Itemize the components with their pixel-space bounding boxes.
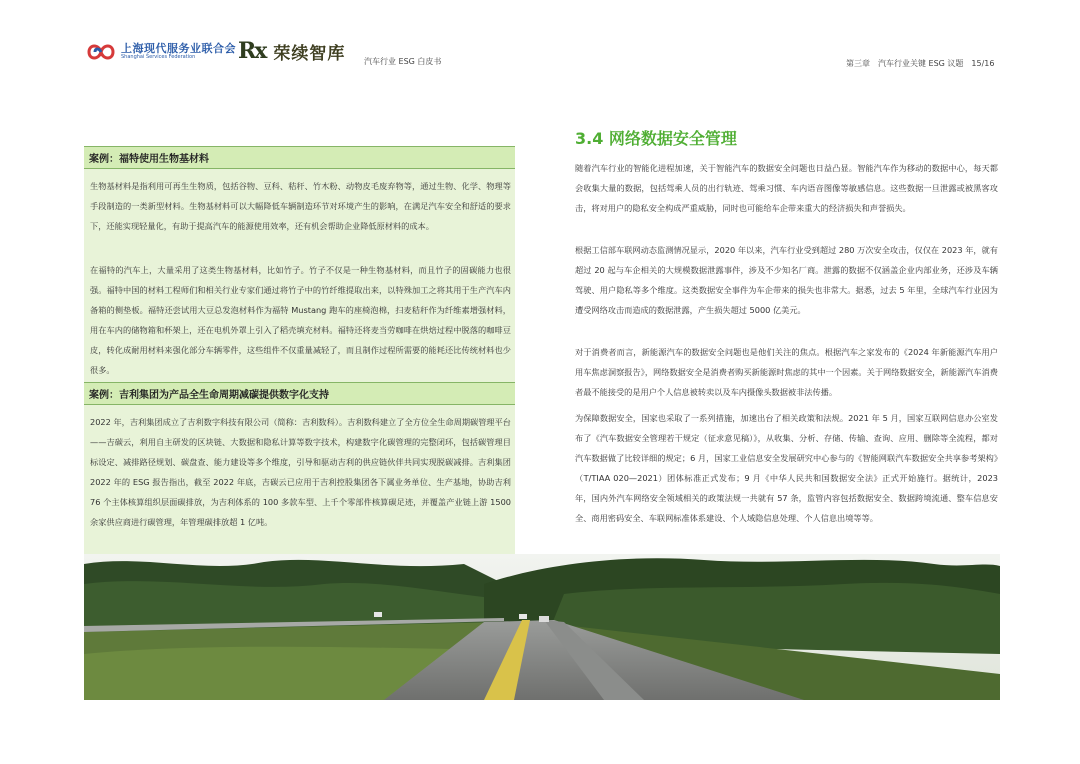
rongxu-logo (238, 38, 345, 64)
chapter-page-indicator: 第三章 汽车行业关键 ESG 议题 15/16 (846, 59, 995, 68)
ssf-logo (85, 40, 236, 64)
page-header (0, 0, 1080, 80)
case1-paragraph-1: 生物基材料是指利用可再生生物质，包括谷物、豆科、秸秆、竹木粉、动物皮毛废弃物等，通过生物、化学、物理等手段制造的一类新型材料。生物基材料可以大幅降低车辆制造环节对环境产生的影响，在满足汽车安全和舒适的要求下，还能实现轻量化，有助于提高汽车的能源使用效率，还有机会帮助企业降低原材料的成本。 (90, 181, 511, 231)
document-title: 汽车行业 ESG 白皮书 (364, 57, 442, 66)
section-paragraph-4: 为保障数据安全，国家也采取了一系列措施，加速出台了相关政策和法规。2021 年 5 月，国家互联网信息办公室发布了《汽车数据安全管理若干规定（征求意见稿）》，从收集、分析、存储、传输、查询、应用、删除等全流程，都对汽车数据做了比较详细的规定；6 月，国家工业信息安全发展研究中心参与的《智能网联汽车数据安全共享参考架构》（T/TIAA 020—2021）团体标准正式发布；9 月《中华人民共和国数据安全法》正式开始施行。据统计，2023 年，国内外汽车网络安全领域相关的政策法规一共就有 57 条，监管内容包括数据安全、数据跨境流通、整车信息安全、商用密码安全、车联网标准体系建设、个人域隐信息处理、个人信息出境等等。 (575, 413, 998, 523)
case-study-panel (84, 146, 515, 554)
org-name-en: Shanghai Services Federation (121, 54, 196, 61)
highway-photo (84, 554, 1000, 700)
section-paragraph-3: 对于消费者而言，新能源汽车的数据安全问题也是他们关注的焦点。根据汽车之家发布的《2024 年新能源汽车用户用车焦虑洞察报告》，网络数据安全是消费者购买新能源时焦虑的其中一个因素。关于网络数据安全，新能源汽车消费者最不能接受的是用户个人信息被转卖以及车内摄像头数据被非法传播。 (575, 347, 998, 397)
section-content (575, 126, 1000, 523)
ssf-logo-icon (85, 40, 117, 64)
org-name-cn: 上海现代服务业联合会 (121, 42, 236, 56)
brand-mark: Rx (238, 38, 266, 64)
section-paragraph-2: 根据工信部车联网动态监测情况显示，2020 年以来，汽车行业受到超过 280 万次安全攻击，仅仅在 2023 年，就有超过 20 起与车企相关的大规模数据泄露事件，涉及不少知名厂商。泄露的数据不仅涵盖企业内部业务，还涉及车辆驾驶、用户隐私等多个维度。这类数据安全事件为车企带来的损失也非常大。据悉，过去 5 年里，全球汽车行业因为遭受网络攻击而造成的数据泄露，产生损失超过 5000 亿美元。 (575, 245, 998, 315)
brand-name: 荣续智库 (273, 43, 346, 64)
section-title: 3.4 网络数据安全管理 (575, 129, 737, 148)
section-paragraph-1: 随着汽车行业的智能化进程加速，关于智能汽车的数据安全问题也日益凸显。智能汽车作为移动的数据中心，每天都会收集大量的数据，包括驾乘人员的出行轨迹、驾乘习惯、车内语音图像等敏感信息。这些数据一旦泄露或被黑客攻击，将对用户的隐私安全构成严重威胁，同时也可能给车企带来重大的经济损失和声誉损失。 (575, 163, 998, 213)
case2-paragraph-1: 2022 年，吉利集团成立了吉利数字科技有限公司（简称：吉利数科）。吉利数科建立了全方位全生命周期碳管理平台——吉碳云，利用自主研发的区块链、大数据和隐私计算等数字技术，构建数字化碳管理的完整闭环，包括碳管理目标设定、减排路径规划、碳盘查、能力建设等多个维度，引导和驱动吉利的供应链伙伴共同实现脱碳减排。吉利集团 2022 年的 ESG 报告指出，截至 2022 年底，吉碳云已应用于吉利控股集团各下属业务单位、生产基地，协助吉利 76 个主体核算组织层面碳排放，为吉利体系的 100 多款车型、上千个零部件核算碳足迹，并覆盖产业链上游 1500 余家供应商进行碳管理，年管理碳排放超 1 亿吨。 (90, 417, 511, 527)
case2-heading: 案例：吉利集团为产品全生命周期减碳提供数字化支持 (84, 382, 515, 405)
case1-heading: 案例：福特使用生物基材料 (84, 146, 515, 169)
case1-paragraph-2: 在福特的汽车上，大量采用了这类生物基材料，比如竹子。竹子不仅是一种生物基材料，而且竹子的固碳能力也很强。福特中国的材料工程师们和相关行业专家们通过将竹子中的竹纤维提取出来，以特殊加工之将其用于生产汽车内备箱的侧垫板。福特还尝试用大豆总发泡材料作为福特 Mustang 跑车的座椅泡棉，扫麦秸秆作为纤维素增强材料，用在车内的储物箱和杯架上，还在电机外罩上引入了稻壳填充材料。福特还将麦当劳咖啡在烘焙过程中脱落的咖啡豆皮，转化成耐用材料来强化部分车辆零件，这些组件不仅重量减轻了，而且制作过程所需要的能耗还比传统材料也少很多。 (90, 265, 511, 375)
